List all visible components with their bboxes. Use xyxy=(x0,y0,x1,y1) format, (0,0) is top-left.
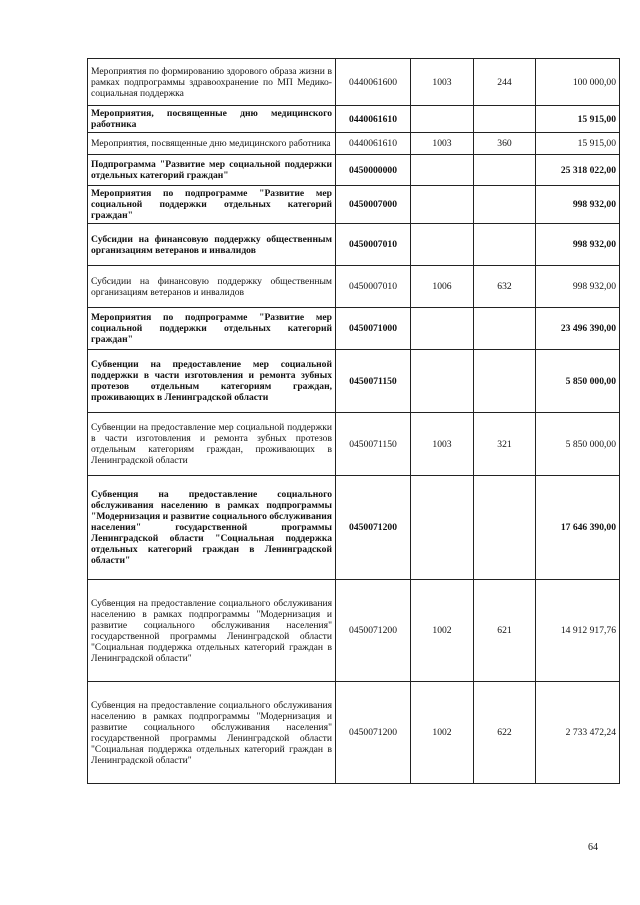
row-amount: 5 850 000,00 xyxy=(536,413,620,476)
row-target-code: 0440061600 xyxy=(336,59,411,106)
row-expense-type-code xyxy=(474,308,536,350)
row-section-code xyxy=(411,308,474,350)
row-section-code xyxy=(411,224,474,266)
row-amount: 15 915,00 xyxy=(536,106,620,133)
table-row xyxy=(88,308,620,350)
row-amount: 23 496 390,00 xyxy=(536,308,620,350)
row-name: Субсидии на финансовую поддержку общественным организациям ветеранов и инвалидов xyxy=(88,224,336,266)
row-name: Субвенции на предоставление мер социальной поддержки в части изготовления и ремонта зубных протезов отдельным категориям граждан, проживающих в Ленинградской области xyxy=(88,350,336,413)
row-expense-type-code: 622 xyxy=(474,682,536,784)
row-section-code xyxy=(411,155,474,186)
row-target-code: 0440061610 xyxy=(336,106,411,133)
row-expense-type-code xyxy=(474,476,536,580)
row-target-code: 0440061610 xyxy=(336,133,411,155)
row-name: Подпрограмма "Развитие мер социальной поддержки отдельных категорий граждан" xyxy=(88,155,336,186)
row-expense-type-code xyxy=(474,224,536,266)
row-target-code: 0450007010 xyxy=(336,266,411,308)
row-name: Мероприятия, посвященные дню медицинского работника xyxy=(88,133,336,155)
row-target-code: 0450071200 xyxy=(336,580,411,682)
table-row xyxy=(88,266,620,308)
row-expense-type-code xyxy=(474,155,536,186)
table-row xyxy=(88,476,620,580)
row-amount: 15 915,00 xyxy=(536,133,620,155)
row-section-code: 1003 xyxy=(411,413,474,476)
table-row xyxy=(88,580,620,682)
table-row xyxy=(88,224,620,266)
row-expense-type-code xyxy=(474,350,536,413)
row-expense-type-code xyxy=(474,106,536,133)
row-name: Мероприятия по подпрограмме "Развитие мер социальной поддержки отдельных категорий граждан" xyxy=(88,308,336,350)
row-amount: 2 733 472,24 xyxy=(536,682,620,784)
row-name: Мероприятия, посвященные дню медицинского работника xyxy=(88,106,336,133)
table-row xyxy=(88,350,620,413)
row-amount: 17 646 390,00 xyxy=(536,476,620,580)
table-row xyxy=(88,59,620,106)
row-name: Мероприятия по формированию здорового образа жизни в рамках подпрограммы здравоохранение по МП Медико-социальная поддержка xyxy=(88,59,336,106)
row-target-code: 0450071150 xyxy=(336,413,411,476)
row-section-code xyxy=(411,350,474,413)
row-expense-type-code: 360 xyxy=(474,133,536,155)
row-section-code xyxy=(411,186,474,224)
row-section-code: 1003 xyxy=(411,59,474,106)
table-row xyxy=(88,106,620,133)
row-section-code xyxy=(411,476,474,580)
table-row xyxy=(88,682,620,784)
table-row xyxy=(88,133,620,155)
table-row xyxy=(88,413,620,476)
row-amount: 5 850 000,00 xyxy=(536,350,620,413)
row-amount: 998 932,00 xyxy=(536,266,620,308)
row-expense-type-code xyxy=(474,186,536,224)
row-expense-type-code: 244 xyxy=(474,59,536,106)
row-target-code: 0450071150 xyxy=(336,350,411,413)
row-name: Мероприятия по подпрограмме "Развитие мер социальной поддержки отдельных категорий граждан" xyxy=(88,186,336,224)
page-number: 64 xyxy=(588,842,598,853)
row-target-code: 0450007000 xyxy=(336,186,411,224)
row-amount: 100 000,00 xyxy=(536,59,620,106)
row-name: Субвенция на предоставление социального обслуживания населению в рамках подпрограммы "Модернизация и развитие социального обслуживания населения" государственной программы Ленинградской области "Социальная поддержка отдельных категорий граждан в Ленинградской области" xyxy=(88,476,336,580)
row-target-code: 0450007010 xyxy=(336,224,411,266)
row-amount: 25 318 022,00 xyxy=(536,155,620,186)
table-row xyxy=(88,186,620,224)
row-name: Субвенция на предоставление социального обслуживания населению в рамках подпрограммы "Модернизация и развитие социального обслуживания населения" государственной программы Ленинградской области "Социальная поддержка отдельных категорий граждан в Ленинградской области" xyxy=(88,580,336,682)
row-target-code: 0450071000 xyxy=(336,308,411,350)
budget-table-body xyxy=(88,59,620,784)
row-section-code: 1002 xyxy=(411,580,474,682)
row-section-code xyxy=(411,106,474,133)
budget-table xyxy=(87,58,620,784)
table-row xyxy=(88,155,620,186)
row-expense-type-code: 621 xyxy=(474,580,536,682)
row-name: Субвенции на предоставление мер социальной поддержки в части изготовления и ремонта зубных протезов отдельным категориям граждан, проживающих в Ленинградской области xyxy=(88,413,336,476)
row-target-code: 0450071200 xyxy=(336,476,411,580)
row-expense-type-code: 632 xyxy=(474,266,536,308)
row-section-code: 1006 xyxy=(411,266,474,308)
row-section-code: 1002 xyxy=(411,682,474,784)
row-name: Субвенция на предоставление социального обслуживания населению в рамках подпрограммы "Модернизация и развитие социального обслуживания населения" государственной программы Ленинградской области "Социальная поддержка отдельных категорий граждан в Ленинградской области" xyxy=(88,682,336,784)
row-name: Субсидии на финансовую поддержку общественным организациям ветеранов и инвалидов xyxy=(88,266,336,308)
row-section-code: 1003 xyxy=(411,133,474,155)
row-amount: 998 932,00 xyxy=(536,186,620,224)
row-target-code: 0450000000 xyxy=(336,155,411,186)
row-amount: 14 912 917,76 xyxy=(536,580,620,682)
row-amount: 998 932,00 xyxy=(536,224,620,266)
row-target-code: 0450071200 xyxy=(336,682,411,784)
row-expense-type-code: 321 xyxy=(474,413,536,476)
